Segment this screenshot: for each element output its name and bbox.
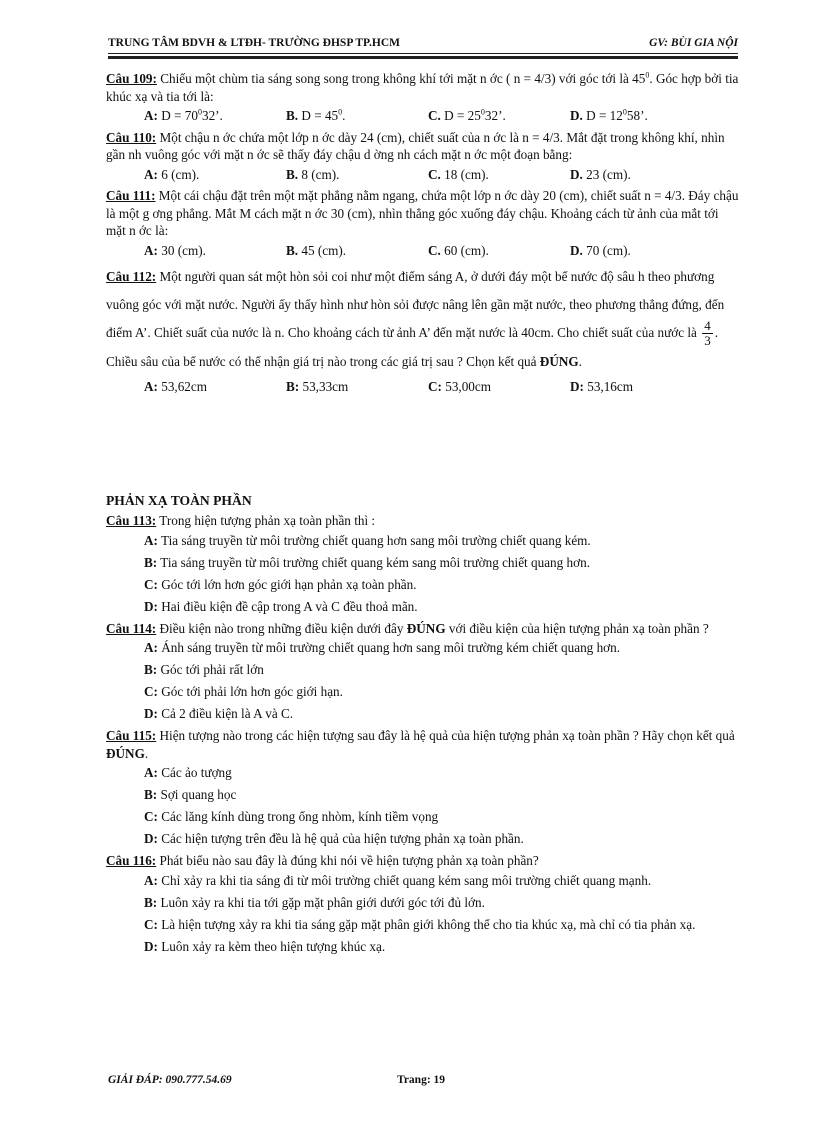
options-113: [106, 532, 740, 616]
option-c: C: Góc tới phải lớn hơn góc giới hạn.: [144, 684, 343, 700]
option-d: D. 70 (cm).: [570, 242, 631, 258]
option-c: C: Góc tới lớn hơn góc giới hạn phản xạ toàn phần.: [144, 576, 417, 592]
question-111: [106, 187, 740, 240]
option-b: B. $D = 45^0$.: [286, 107, 346, 123]
options-112: [106, 378, 740, 396]
options-110: [106, 166, 740, 184]
option-a: A: $D = 70^032$’.: [144, 107, 223, 123]
options-109: [106, 107, 740, 125]
option-c: C. 18 (cm).: [428, 166, 489, 182]
option-c: C. $D = 25^032$’.: [428, 107, 506, 123]
option-a: A: 6 (cm).: [144, 166, 200, 182]
question-116: [106, 852, 740, 870]
question-label: Câu 113:: [106, 513, 157, 529]
option-a: A: Chỉ xảy ra khi tia sáng đi từ môi trường chiết quang kém sang môi trường chiết quang mạnh.: [144, 872, 652, 888]
question-label: Câu 109:: [106, 71, 157, 86]
fraction-4-3: $\frac{4}{3}$: [704, 318, 711, 349]
option-a: A: Các ảo tượng: [144, 765, 232, 781]
question-text: Một người quan sát một hòn sỏi coi như một điểm sáng A, ở dưới đáy một bể nước độ sâu h theo phương vuông góc với mặt nước. Người ấy thấy hình như hòn sỏi được nâng lên gần mặt nước, theo phương thẳng đứng, đến điểm A’. Chiết suất của nước là n. Cho khoảng cách từ ảnh A’ đến mặt nước là 40cm. Cho chiết suất của nước là: [106, 269, 725, 340]
options-111: [106, 242, 740, 260]
option-d: D. 23 (cm).: [570, 166, 631, 182]
question-label: Câu 115:: [106, 728, 157, 744]
option-a: A: 30 (cm).: [144, 242, 206, 258]
question-114: Câu 114: Điều kiện nào trong những điều kiện dưới đây ĐÚNG với điều kiện của hiện tượng phản xạ toàn phần ?: [106, 620, 709, 636]
option-c: C: 53,00cm: [428, 379, 492, 395]
option-b: B: Tia sáng truyền từ môi trường chiết quang kém sang môi trường chiết quang hơn.: [144, 554, 590, 570]
option-d: D: Cả 2 điều kiện là A và C.: [144, 706, 294, 722]
option-a: A: Ánh sáng truyền từ môi trường chiết quang hơn sang môi trường kém chiết quang hơn.: [144, 640, 621, 656]
header-rule-thin: [108, 53, 738, 54]
option-b: B. 45 (cm).: [286, 242, 347, 258]
option-b: B: Góc tới phải rất lớn: [144, 662, 264, 678]
option-c: C: Các lăng kính dùng trong ống nhòm, kính tiềm vọng: [144, 809, 439, 825]
question-110: [106, 129, 740, 164]
section-title: PHẢN XẠ TOÀN PHẦN: [106, 492, 252, 508]
question-text: Chiếu một chùm tia sáng song song trong không khí tới mặt n ớc ( n = 4/3) với góc tới là 45: [156, 71, 646, 86]
question-text-cont: . Góc hợp bởi tia khúc xạ và tia tới là:: [106, 71, 739, 104]
page-content: [106, 70, 740, 960]
question-112: Câu 112: Một người quan sát một hòn sỏi coi như một điểm sáng A, ở dưới đáy một bể nước độ sâu h theo phương vuông góc với mặt nước. Người ấy thấy hình như hòn sỏi được nâng lên gần mặt nước, theo phương thẳng đứng, đến điểm A’. Chiết suất của nước là n. Cho khoảng cách từ ảnh A’ đến mặt nước là 40cm. Cho chiết suất của nước là $\frac{4}{3}$ . Chiều sâu của bể nước có thể nhận giá trị nào trong các giá trị sau ? Chọn kết quả ĐÚNG.: [106, 269, 725, 370]
header-teacher: GV: BÙI GIA NỘI: [649, 37, 738, 49]
option-d: D: Hai điều kiện đề cập trong A và C đều thoả mãn.: [144, 598, 418, 614]
question-text: Một cái chậu đặt trên một mặt phẳng nằm ngang, chứa một lớp n ớc dày 20 (cm), chiết suất n = 4/3. Đáy chậu là một g ơng phẳng. Mắt M cách mặt n ớc 30 (cm), nhìn thẳng góc xuống đáy chậu. Khoảng cách từ ảnh của mắt tới mặt n ớc là:: [106, 188, 739, 238]
question-label: Câu 116:: [106, 853, 157, 869]
question-text: Phát biểu nào sau đây là đúng khi nói về hiện tượng phản xạ toàn phần?: [156, 853, 539, 869]
option-b: B: Sợi quang học: [144, 787, 237, 803]
options-114: [106, 639, 740, 723]
question-label: Câu 112:: [106, 269, 157, 284]
option-c: C: Là hiện tượng xảy ra khi tia sáng gặp mặt phân giới không thể cho tia khúc xạ, mà chỉ có tia phản xạ.: [144, 916, 696, 932]
option-b: B: Luôn xảy ra khi tia tới gặp mặt phân giới dưới góc tới đủ lớn.: [144, 894, 485, 910]
option-d: D: 53,16cm: [570, 379, 634, 395]
option-a: A: Tia sáng truyền từ môi trường chiết quang hơn sang môi trường chiết quang kém.: [144, 532, 591, 548]
footer-contact: GIẢI ĐÁP: 090.777.54.69: [108, 1074, 232, 1086]
question-113: [106, 512, 740, 530]
question-label: Câu 114:: [106, 620, 157, 636]
question-115: Câu 115: Hiện tượng nào trong các hiện tượng sau đây là hệ quả của hiện tượng phản xạ toàn phần ? Hãy chọn kết quả ĐÚNG.: [106, 728, 735, 761]
header-institution: TRUNG TÂM BDVH & LTĐH- TRƯỜNG ĐHSP TP.HCM: [108, 37, 401, 49]
options-116: [106, 872, 740, 956]
question-label: Câu 111:: [106, 188, 156, 203]
question-109: Câu 109: Chiếu một chùm tia sáng song song trong không khí tới mặt n ớc ( n = 4/3) với góc tới là $45^0$. Góc hợp bởi tia khúc xạ và tia tới là:: [106, 70, 739, 104]
footer-page-number: Trang: 19: [397, 1074, 446, 1086]
question-text-cont: . Chiều sâu của bể nước có thể nhận giá trị nào trong các giá trị sau ? Chọn kết quả: [106, 325, 718, 370]
option-d: D. $D = 12^058$’.: [570, 107, 648, 123]
question-text: Trong hiện tượng phản xạ toàn phần thì :: [156, 513, 376, 529]
options-115: [106, 764, 740, 848]
question-label: Câu 110:: [106, 129, 157, 145]
question-text: Một chậu n ớc chứa một lớp n ớc dày 24 (cm), chiết suất của n ớc là n = 4/3. Mắt đặt trong không khí, nhìn gần nh vuông góc với mặt n ớc sẽ thấy đáy chậu d ờng nh cách mặt n ớc một đoạn bằng:: [106, 129, 725, 162]
option-b: B. 8 (cm).: [286, 166, 340, 182]
header-rule-thick: [108, 56, 738, 59]
option-d: D: Các hiện tượng trên đều là hệ quả của hiện tượng phản xạ toàn phần.: [144, 831, 524, 847]
option-a: A: 53,62cm: [144, 379, 208, 395]
option-b: B: 53,33cm: [286, 379, 349, 395]
option-c: C. 60 (cm).: [428, 242, 489, 258]
option-d: D: Luôn xảy ra kèm theo hiện tượng khúc xạ.: [144, 938, 386, 954]
